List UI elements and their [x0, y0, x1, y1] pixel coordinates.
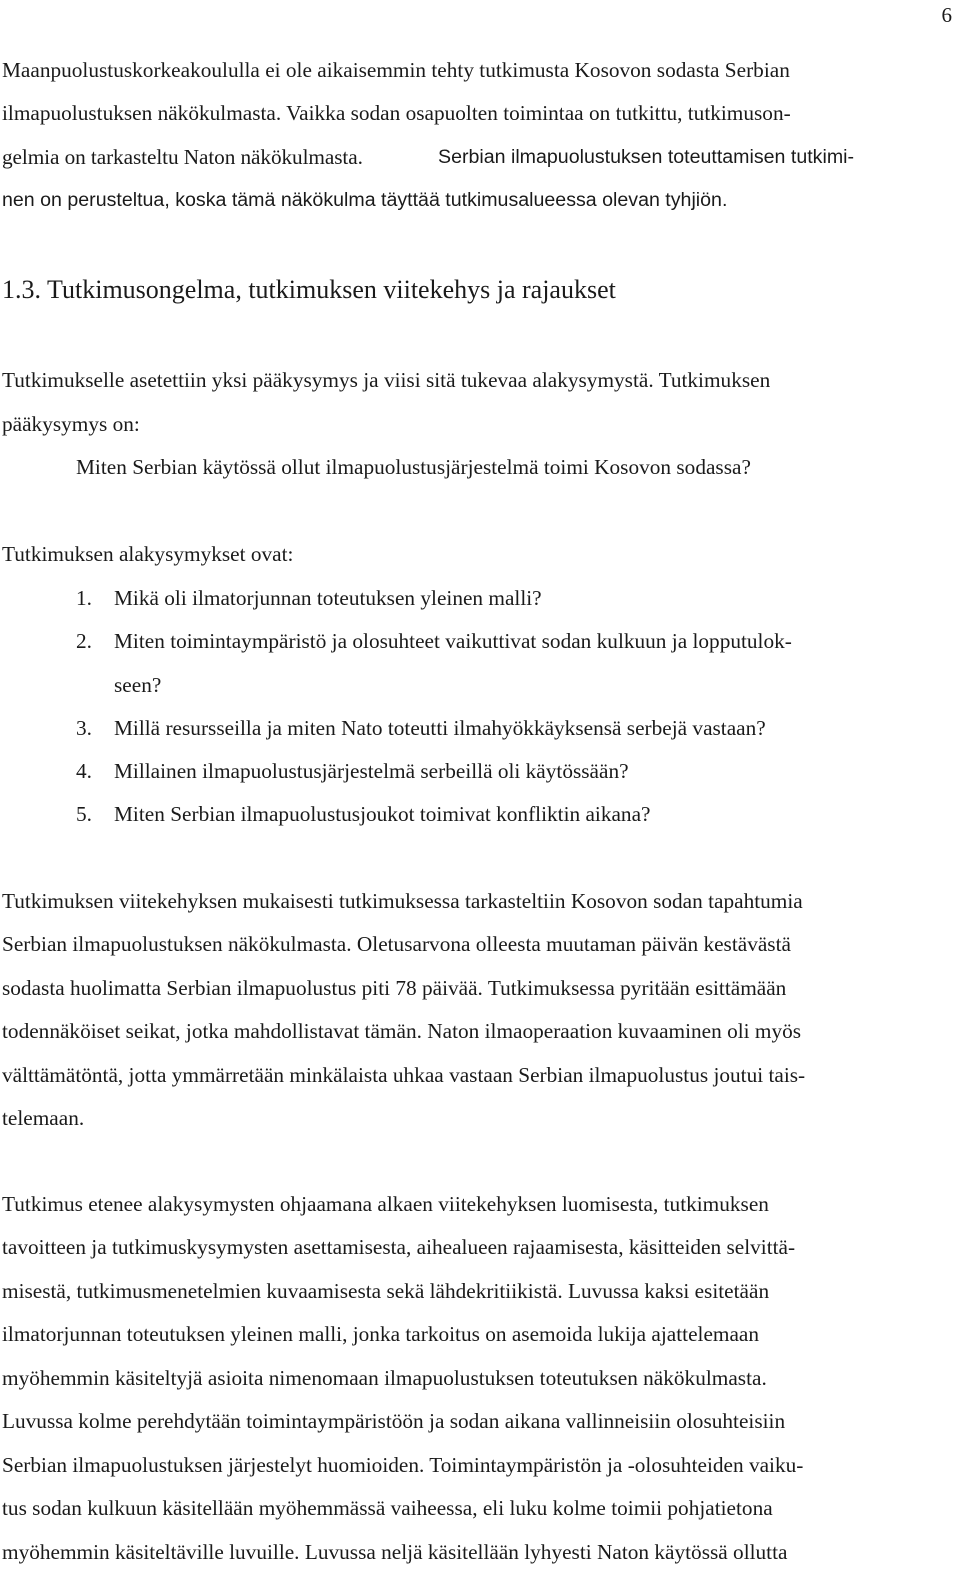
main-question: Miten Serbian käytössä ollut ilmapuolustusjärjestelmä toimi Kosovon sodassa?: [76, 455, 751, 479]
list-item-text: Millä resursseilla ja miten Nato toteutti ilmahyökkäyksensä serbejä vastaan?: [114, 716, 766, 740]
list-item-number: 4.: [76, 759, 92, 783]
page-number: 6: [941, 3, 952, 27]
intro-line: Maanpuolustuskorkeakoululla ei ole aikaisemmin tehty tutkimusta Kosovon sodasta Serbian: [2, 58, 790, 82]
intro-line-sans: Serbian ilmapuolustuksen toteuttamisen tutkimi-: [438, 146, 855, 168]
section-heading: 1.3. Tutkimusongelma, tutkimuksen viitekehys ja rajaukset: [2, 275, 616, 304]
list-item-text: Millainen ilmapuolustusjärjestelmä serbeillä oli käytössään?: [114, 759, 629, 783]
paragraph-line: Tutkimuksen viitekehyksen mukaisesti tutkimuksessa tarkasteltiin Kosovon sodan tapahtumia: [2, 889, 803, 913]
intro-line: [2, 143, 363, 171]
intro-line: nen on perusteltua, koska tämä näkökulma täyttää tutkimusalueessa olevan tyhjiön.: [2, 189, 728, 211]
intro-line-serif: gelmia on tarkasteltu Naton näkökulmasta.: [2, 145, 363, 169]
paragraph-line: misestä, tutkimusmenetelmien kuvaamisesta sekä lähdekritiikistä. Luvussa kaksi esitetään: [2, 1279, 770, 1303]
paragraph-line: telemaan.: [2, 1106, 85, 1130]
list-item-text: Mikä oli ilmatorjunnan toteutuksen yleinen malli?: [114, 586, 542, 610]
list-item-text: Miten toimintaympäristö ja olosuhteet vaikuttivat sodan kulkuun ja lopputulok-: [114, 629, 792, 653]
paragraph-line: Tutkimukselle asetettiin yksi pääkysymys ja viisi sitä tukevaa alakysymystä. Tutkimuksen: [2, 368, 771, 392]
paragraph-line: myöhemmin käsiteltyjä asioita nimenomaan ilmapuolustuksen toteutuksen näkökulmasta.: [2, 1366, 767, 1390]
list-item-number: 3.: [76, 716, 92, 740]
paragraph-line: tavoitteen ja tutkimuskysymysten asettamisesta, aihealueen rajaamisesta, käsitteiden selvittä-: [2, 1235, 796, 1259]
paragraph-line: todennäköiset seikat, jotka mahdollistavat tämän. Naton ilmaoperaation kuvaaminen oli myös: [2, 1019, 802, 1043]
paragraph-line: Luvussa kolme perehdytään toimintaympäristöön ja sodan aikana vallinneisiin olosuhteisiin: [2, 1409, 786, 1433]
paragraph-line: Tutkimus etenee alakysymysten ohjaamana alkaen viitekehyksen luomisesta, tutkimuksen: [2, 1192, 769, 1216]
list-item-text: seen?: [114, 673, 162, 697]
sub-questions-intro: Tutkimuksen alakysymykset ovat:: [2, 542, 294, 566]
list-item-text: Miten Serbian ilmapuolustusjoukot toimivat konfliktin aikana?: [114, 802, 651, 826]
paragraph-line: tus sodan kulkuun käsitellään myöhemmässä vaiheessa, eli luku kolme toimii pohjatietona: [2, 1496, 773, 1520]
list-item-number: 5.: [76, 802, 92, 826]
paragraph-line: Serbian ilmapuolustuksen näkökulmasta. Oletusarvona olleesta muutaman päivän kestävästä: [2, 932, 791, 956]
paragraph-line: myöhemmin käsiteltäville luvuille. Luvussa neljä käsitellään lyhyesti Naton käytössä ollutta: [2, 1540, 788, 1564]
list-item-number: 1.: [76, 586, 92, 610]
intro-line: ilmapuolustuksen näkökulmasta. Vaikka sodan osapuolten toimintaa on tutkittu, tutkimuson-: [2, 101, 791, 125]
paragraph-line: ilmatorjunnan toteutuksen yleinen malli, jonka tarkoitus on asemoida lukija ajattelemaan: [2, 1322, 760, 1346]
paragraph-line: Serbian ilmapuolustuksen järjestelyt huomioiden. Toimintaympäristön ja -olosuhteiden vaiku-: [2, 1453, 804, 1477]
paragraph-line: sodasta huolimatta Serbian ilmapuolustus piti 78 päivää. Tutkimuksessa pyritään esittämään: [2, 976, 787, 1000]
paragraph-line: pääkysymys on:: [2, 412, 140, 436]
list-item-number: 2.: [76, 629, 92, 653]
paragraph-line: välttämätöntä, jotta ymmärretään minkälaista uhkaa vastaan Serbian ilmapuolustus joutui tais-: [2, 1063, 806, 1087]
